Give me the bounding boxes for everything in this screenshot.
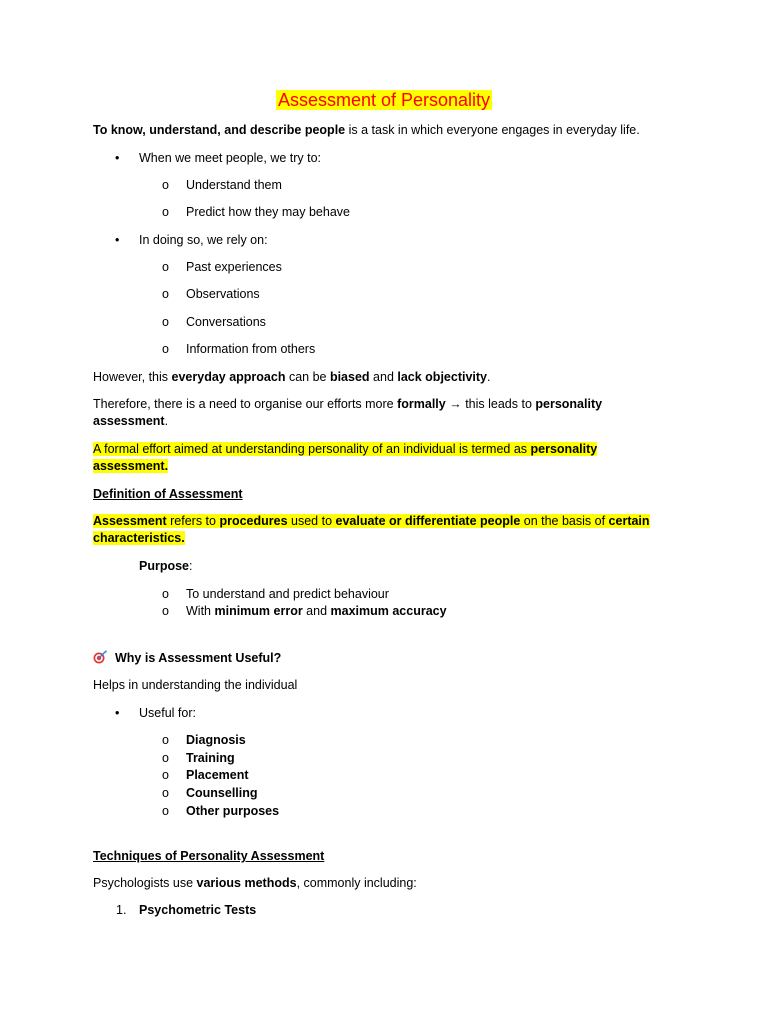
list-item: Conversations <box>186 315 266 329</box>
sub-bullet-marker: o <box>162 260 169 274</box>
list-item: To understand and predict behaviour <box>186 587 389 601</box>
list-item: Information from others <box>186 342 316 356</box>
purpose-label: Purpose: <box>139 559 193 573</box>
sub-bullet-marker: o <box>162 804 169 818</box>
formal-definition-highlight: A formal effort aimed at understanding personality of an individual is termed as personality <box>93 442 598 456</box>
techniques-heading: Techniques of Personality Assessment <box>93 849 325 863</box>
bullet-marker: • <box>115 151 120 165</box>
bullet-marker: • <box>115 706 120 720</box>
list-item: Training <box>186 751 235 765</box>
sub-bullet-marker: o <box>162 205 169 219</box>
sub-bullet-marker: o <box>162 604 169 618</box>
list-label: In doing so, we rely on: <box>139 233 268 247</box>
numbered-item: Psychometric Tests <box>139 903 257 917</box>
sub-bullet-marker: o <box>162 733 169 747</box>
sub-bullet-marker: o <box>162 315 169 329</box>
therefore-paragraph-line2: assessment. <box>93 414 169 428</box>
numbered-marker: 1. <box>116 903 127 917</box>
page-title: Assessment of Personality <box>277 90 491 110</box>
sub-bullet-marker: o <box>162 751 169 765</box>
list-label: When we meet people, we try to: <box>139 151 322 165</box>
useful-heading: Why is Assessment Useful? <box>93 650 281 667</box>
list-item: Counselling <box>186 786 258 800</box>
list-item: Observations <box>186 287 260 301</box>
sub-bullet-marker: o <box>162 768 169 782</box>
formal-definition-highlight-line2: assessment. <box>93 459 169 473</box>
sub-bullet-marker: o <box>162 786 169 800</box>
definition-heading: Definition of Assessment <box>93 487 243 501</box>
sub-bullet-marker: o <box>162 178 169 192</box>
list-item: Placement <box>186 768 249 782</box>
intro-paragraph: To know, understand, and describe people is a task in which everyone engages in everyday life. <box>93 123 640 137</box>
target-icon <box>93 650 107 664</box>
definition-highlight: Assessment refers to procedures used to evaluate or differentiate people on the basis of certain <box>93 514 650 528</box>
list-label: Useful for: <box>139 706 196 720</box>
bullet-marker: • <box>115 233 120 247</box>
however-paragraph: However, this everyday approach can be biased and lack objectivity. <box>93 370 491 384</box>
useful-intro: Helps in understanding the individual <box>93 678 298 692</box>
sub-bullet-marker: o <box>162 287 169 301</box>
sub-bullet-marker: o <box>162 342 169 356</box>
list-item: Diagnosis <box>186 733 246 747</box>
list-item: Other purposes <box>186 804 280 818</box>
list-item: Past experiences <box>186 260 282 274</box>
therefore-paragraph: Therefore, there is a need to organise our efforts more formally → this leads to personality <box>93 397 603 411</box>
sub-bullet-marker: o <box>162 587 169 601</box>
techniques-paragraph: Psychologists use various methods, commonly including: <box>93 876 417 890</box>
definition-highlight-line2: characteristics. <box>93 531 185 545</box>
list-item: With minimum error and maximum accuracy <box>186 604 447 618</box>
list-item: Understand them <box>186 178 282 192</box>
list-item: Predict how they may behave <box>186 205 350 219</box>
